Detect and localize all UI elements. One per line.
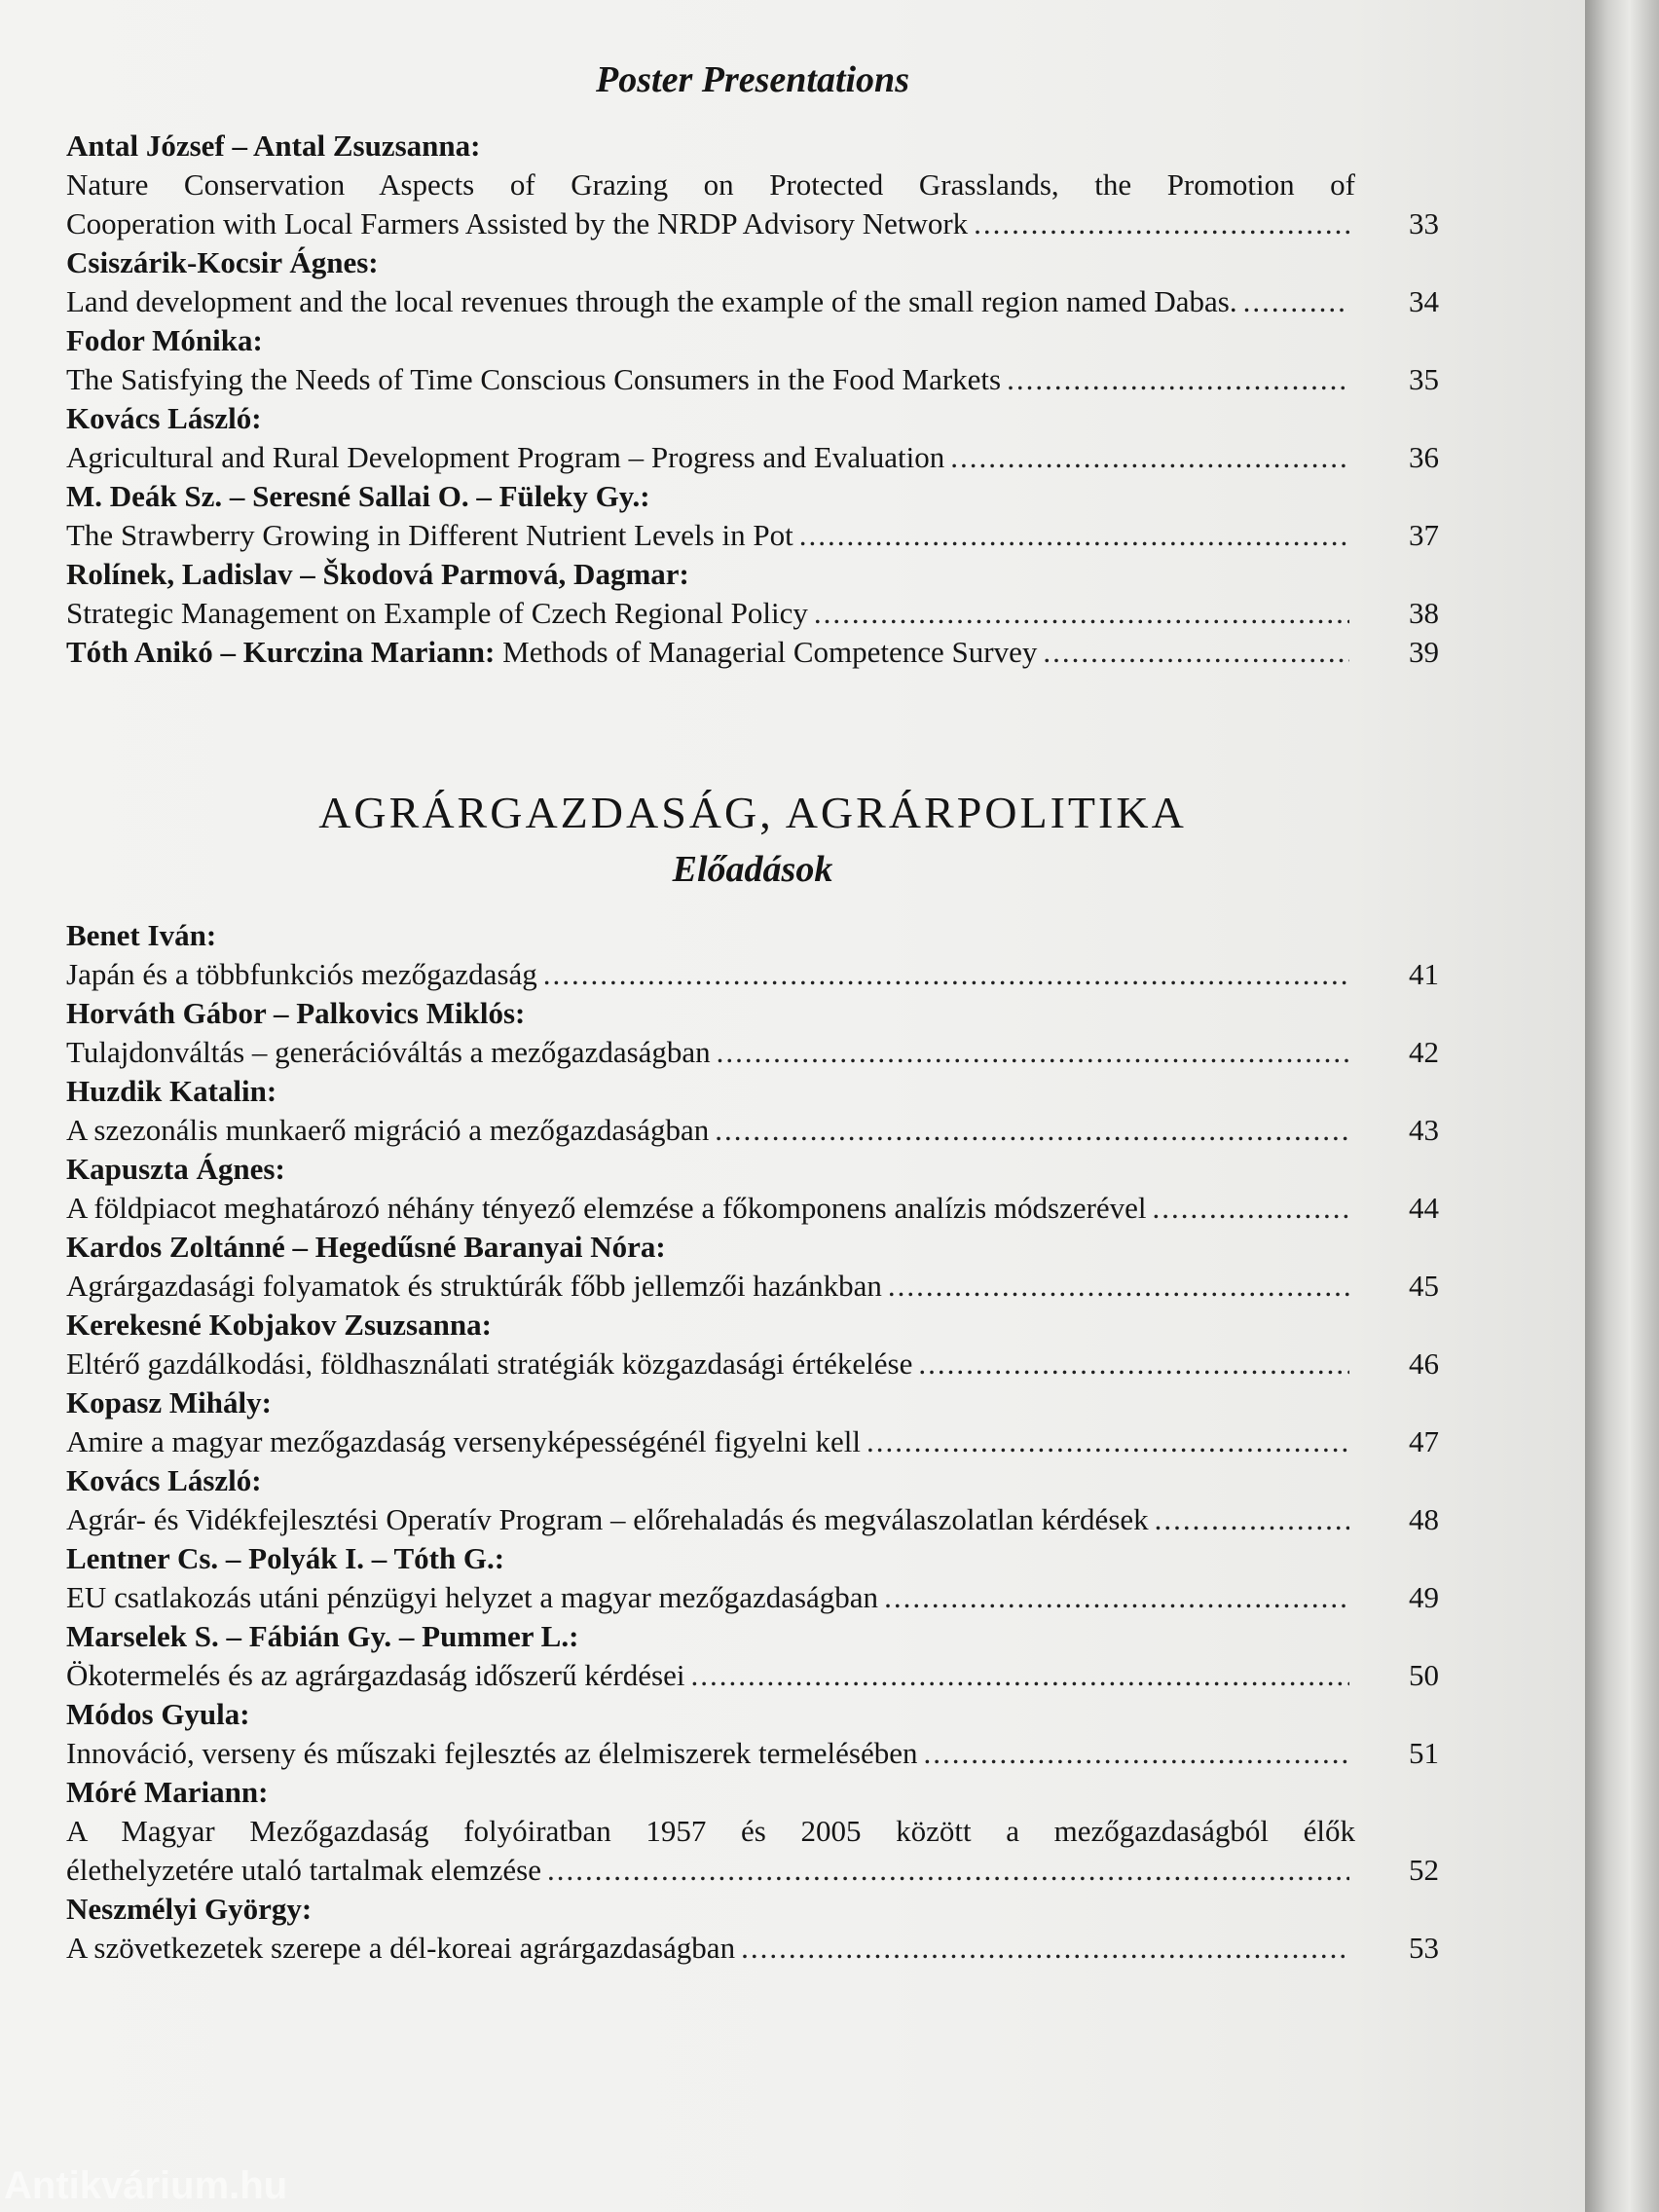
page-number: 43	[1409, 1113, 1439, 1147]
entry-title: The Strawberry Growing in Different Nutrient Levels in Pot	[66, 518, 793, 552]
page-number: 53	[1409, 1931, 1439, 1965]
page-number: 46	[1409, 1346, 1439, 1381]
entry-title: Eltérő gazdálkodási, földhasználati stratégiák közgazdasági értékelése	[66, 1346, 913, 1381]
entry-author: Rolínek, Ladislav – Škodová Parmová, Dagmar:	[66, 557, 689, 591]
page-number: 48	[1409, 1502, 1439, 1536]
entry-title: Agrárgazdasági folyamatok és struktúrák főbb jellemzői hazánkban	[66, 1269, 882, 1303]
page-number: 36	[1409, 440, 1439, 474]
entry-title: Amire a magyar mezőgazdaság versenyképességénél figyelni kell	[66, 1424, 861, 1458]
toc-line	[66, 1345, 1439, 1383]
toc-entry	[66, 994, 1439, 1072]
dot-leader	[1043, 633, 1349, 672]
toc-entry	[66, 243, 1439, 321]
page-number: 35	[1409, 362, 1439, 396]
page-number: 41	[1409, 957, 1439, 991]
toc-entry	[66, 1773, 1439, 1890]
toc-line	[66, 1656, 1439, 1695]
toc-entry	[66, 477, 1439, 555]
toc-entry	[66, 127, 1439, 243]
dot-leader	[691, 1656, 1350, 1695]
toc-entry	[66, 555, 1439, 633]
poster-entries	[66, 127, 1439, 672]
table-of-contents	[66, 58, 1439, 1968]
toc-line	[66, 1578, 1439, 1617]
entry-title: A szezonális munkaerő migráció a mezőgazdaságban	[66, 1113, 710, 1147]
entry-author: Fodor Mónika:	[66, 323, 263, 357]
dot-leader	[715, 1111, 1349, 1150]
page-number: 34	[1409, 284, 1439, 318]
part-title: AGRÁRGAZDASÁG, AGRÁRPOLITIKA	[318, 788, 1187, 837]
entry-author: Tóth Anikó – Kurczina Mariann:	[66, 635, 496, 669]
page-number: 33	[1409, 206, 1439, 240]
entry-title: Agricultural and Rural Development Program – Progress and Evaluation	[66, 440, 945, 474]
entry-author: Benet Iván:	[66, 918, 217, 952]
entry-author: Kopasz Mihály:	[66, 1385, 272, 1419]
dot-leader	[866, 1422, 1349, 1461]
toc-line	[66, 1033, 1439, 1072]
dot-leader	[884, 1578, 1349, 1617]
toc-entry	[66, 1072, 1439, 1150]
entry-title: Strategic Management on Example of Czech Regional Policy	[66, 596, 808, 630]
entry-title: Innováció, verseny és műszaki fejlesztés az élelmiszerek termelésében	[66, 1736, 918, 1770]
toc-line	[66, 1929, 1439, 1968]
dot-leader	[1155, 1500, 1349, 1539]
toc-entry	[66, 1228, 1439, 1306]
page-number: 52	[1409, 1853, 1439, 1887]
dot-leader	[1243, 282, 1349, 321]
dot-leader	[924, 1734, 1350, 1773]
entry-title: A szövetkezetek szerepe a dél-koreai agrárgazdaságban	[66, 1931, 736, 1965]
entry-author: Módos Gyula:	[66, 1697, 250, 1731]
dot-leader	[543, 955, 1349, 994]
toc-entry	[66, 1150, 1439, 1228]
entry-author: Csiszárik-Kocsir Ágnes:	[66, 245, 379, 279]
entry-title: Cooperation with Local Farmers Assisted by the NRDP Advisory Network	[66, 206, 969, 240]
dot-leader	[918, 1345, 1349, 1383]
page-number: 39	[1409, 635, 1439, 669]
page-number: 44	[1409, 1191, 1439, 1225]
toc-entry	[66, 633, 1439, 672]
section-heading: Poster Presentations	[596, 59, 909, 100]
entry-title: Tulajdonváltás – generációváltás a mezőgazdaságban	[66, 1035, 711, 1069]
entry-title: A földpiacot meghatározó néhány tényező elemzése a főkomponens analízis módszerével	[66, 1191, 1147, 1225]
toc-line	[66, 594, 1439, 633]
entry-author: Huzdik Katalin:	[66, 1074, 277, 1108]
entry-author: Kerekesné Kobjakov Zsuzsanna:	[66, 1308, 492, 1342]
entry-author: Kardos Zoltánné – Hegedűsné Baranyai Nóra:	[66, 1230, 666, 1264]
toc-line	[66, 1422, 1439, 1461]
watermark: Antikvárium.hu	[4, 2164, 288, 2207]
entry-title: Ökotermelés és az agrárgazdaság időszerű kérdései	[66, 1658, 685, 1692]
toc-entry	[66, 916, 1439, 994]
page-number: 37	[1409, 518, 1439, 552]
entry-title: EU csatlakozás utáni pénzügyi helyzet a magyar mezőgazdaságban	[66, 1580, 879, 1614]
toc-line	[66, 204, 1439, 243]
toc-line	[66, 438, 1439, 477]
toc-line	[66, 633, 1439, 672]
page-number: 47	[1409, 1424, 1439, 1458]
toc-line	[66, 955, 1439, 994]
entry-author: Kovács László:	[66, 401, 262, 435]
page-number: 49	[1409, 1580, 1439, 1614]
toc-line	[66, 1189, 1439, 1228]
page-number: 42	[1409, 1035, 1439, 1069]
entry-author: Horváth Gábor – Palkovics Miklós:	[66, 996, 526, 1030]
entry-author: Kovács László:	[66, 1463, 262, 1497]
entry-title: Methods of Managerial Competence Survey	[502, 635, 1038, 669]
toc-entry	[66, 321, 1439, 399]
dot-leader	[814, 594, 1349, 633]
entry-title-line: A Magyar Mezőgazdaság folyóiratban 1957 és 2005 között a mezőgazdaságból élők	[66, 1814, 1355, 1848]
toc-line	[66, 1851, 1439, 1890]
dot-leader	[717, 1033, 1349, 1072]
entry-title: Japán és a többfunkciós mezőgazdaság	[66, 957, 537, 991]
toc-line	[66, 1500, 1439, 1539]
toc-line	[66, 282, 1439, 321]
entry-author: Móré Mariann:	[66, 1775, 269, 1809]
toc-line	[66, 360, 1439, 399]
toc-entry	[66, 1539, 1439, 1617]
toc-line	[66, 1734, 1439, 1773]
dot-leader	[888, 1267, 1349, 1306]
toc-entry	[66, 1306, 1439, 1383]
entry-author: Neszmélyi György:	[66, 1892, 313, 1926]
toc-entry	[66, 1461, 1439, 1539]
dot-leader	[799, 516, 1349, 555]
toc-line	[66, 516, 1439, 555]
entry-title: Land development and the local revenues through the example of the small region named Dabas.	[66, 284, 1237, 318]
entry-author: Kapuszta Ágnes:	[66, 1152, 285, 1186]
toc-entry	[66, 1695, 1439, 1773]
dot-leader	[547, 1851, 1349, 1890]
dot-leader	[1153, 1189, 1349, 1228]
toc-entry	[66, 1383, 1439, 1461]
entry-author: M. Deák Sz. – Seresné Sallai O. – Füleky Gy.:	[66, 479, 650, 513]
toc-entry	[66, 1890, 1439, 1968]
page-number: 51	[1409, 1736, 1439, 1770]
dot-leader	[974, 204, 1349, 243]
entry-author: Marselek S. – Fábián Gy. – Pummer L.:	[66, 1619, 579, 1653]
toc-entry	[66, 1617, 1439, 1695]
toc-line	[66, 1111, 1439, 1150]
entry-title: The Satisfying the Needs of Time Conscious Consumers in the Food Markets	[66, 362, 1002, 396]
toc-entry	[66, 399, 1439, 477]
entry-author: Antal József – Antal Zsuzsanna:	[66, 129, 481, 163]
page-number: 50	[1409, 1658, 1439, 1692]
page-number: 38	[1409, 596, 1439, 630]
entry-author: Lentner Cs. – Polyák I. – Tóth G.:	[66, 1541, 505, 1575]
lecture-entries	[66, 916, 1439, 1968]
dot-leader	[1007, 360, 1349, 399]
dot-leader	[741, 1929, 1349, 1968]
entry-title-line: Nature Conservation Aspects of Grazing on Protected Grasslands, the Promotion of	[66, 167, 1355, 202]
page-number: 45	[1409, 1269, 1439, 1303]
toc-line	[66, 1267, 1439, 1306]
dot-leader	[950, 438, 1349, 477]
entry-title: Agrár- és Vidékfejlesztési Operatív Program – előrehaladás és megválaszolatlan kérdések	[66, 1502, 1149, 1536]
entry-title: élethelyzetére utaló tartalmak elemzése	[66, 1853, 541, 1887]
book-spine	[1585, 0, 1659, 2212]
part-subtitle: Előadások	[672, 849, 833, 890]
